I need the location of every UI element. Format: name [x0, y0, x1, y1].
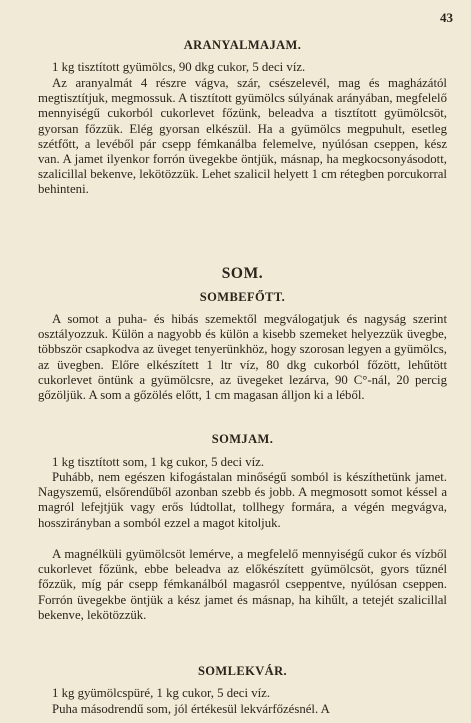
- ingredients-aranyalmajam: 1 kg tisztított gyümölcs, 90 dkg cukor, 5 deci víz.: [52, 60, 306, 74]
- paragraph-sombefott: A somot a puha- és hibás szemektől megválogatjuk és nagyság szerint osztályozzuk. Külön a nagyobb és külön a kisebb szemeket helyezzük üvegbe, többször csapkodva az üveget tenyerünkhöz, hogy szorosan legyen a gyümölcs, az üvegben. Előre elkészített 1 ltr víz, 80 dkg cukorból főzött, lehűtött cukorlevet öntünk a gyümölcsre, az üvegeket lezárva, 90 C°-nál, 20 percig gőzöljük. A som a gőzölés előtt, 1 cm magasan álljon ki a léből.: [38, 312, 447, 403]
- paragraph-aranyalmajam: Az aranyalmát 4 részre vágva, szár, csészelevél, mag és magházától megtisztítjuk, megmossuk. A tisztított gyümölcs súlyának arányában, megfelelő mennyiségű cukorból cukorlevet főzünk, beleadva a tisztított gyümölcsöt, gyorsan főzzük. Elég gyorsan elkészül. Ha a gyümölcs megpuhult, esetleg szétfőtt, a levéből pár csepp fémkanálba felemelve, nyúlósan cseppen, kész van. A jamet ilyenkor forrón üvegekbe öntjük, másnap, ha megkocsonyásodott, szalicillal bekenve, lekötözzük. Lehet szalicil helyett 1 cm rétegben porcukorral behinteni.: [38, 76, 447, 197]
- paragraph-somlekvar: Puha másodrendű som, jól értékesül lekvárfőzésnél. A: [52, 702, 330, 716]
- ingredients-somjam: 1 kg tisztított som, 1 kg cukor, 5 deci víz.: [52, 455, 265, 469]
- recipe-title-somjam: SOMJAM.: [211, 432, 274, 446]
- paragraph-somjam-1: Puhább, nem egészen kifogástalan minőségű somból is készíthetünk jamet. Nagyszemű, elsőrendűből azonban szebb és jobb. A megmosott somot késsel a magról lefejtjük vagy erős lúdtollat, tollhegy formára, a végén megvágva, hosszirányban a somból ezzel a magot kitoljuk.: [38, 470, 447, 530]
- page-number: 43: [440, 10, 453, 25]
- paragraph-somjam-2: A magnélküli gyümölcsöt lemérve, a megfelelő mennyiségű cukor és vízből cukorlevet főzünk, ebbe beleadva az előkészített gyümölcsöt, gyors tűznél főzzük, míg pár csepp fémkanálból magasról cseppentve, nyúlósan cseppen. Forrón üvegekbe öntjük a kész jamet és másnap, ha kihűlt, a tetejét szalicillal bekenve, lekötözzük.: [38, 547, 447, 622]
- ingredients-somlekvar: 1 kg gyümölcspüré, 1 kg cukor, 5 deci víz.: [52, 686, 271, 700]
- recipe-title-aranyalmajam: ARANYALMAJAM.: [183, 38, 302, 52]
- section-title-som: SOM.: [221, 265, 264, 282]
- recipe-title-sombefott: SOMBEFŐTT.: [199, 290, 286, 304]
- recipe-title-somlekvar: SOMLEKVÁR.: [197, 664, 288, 678]
